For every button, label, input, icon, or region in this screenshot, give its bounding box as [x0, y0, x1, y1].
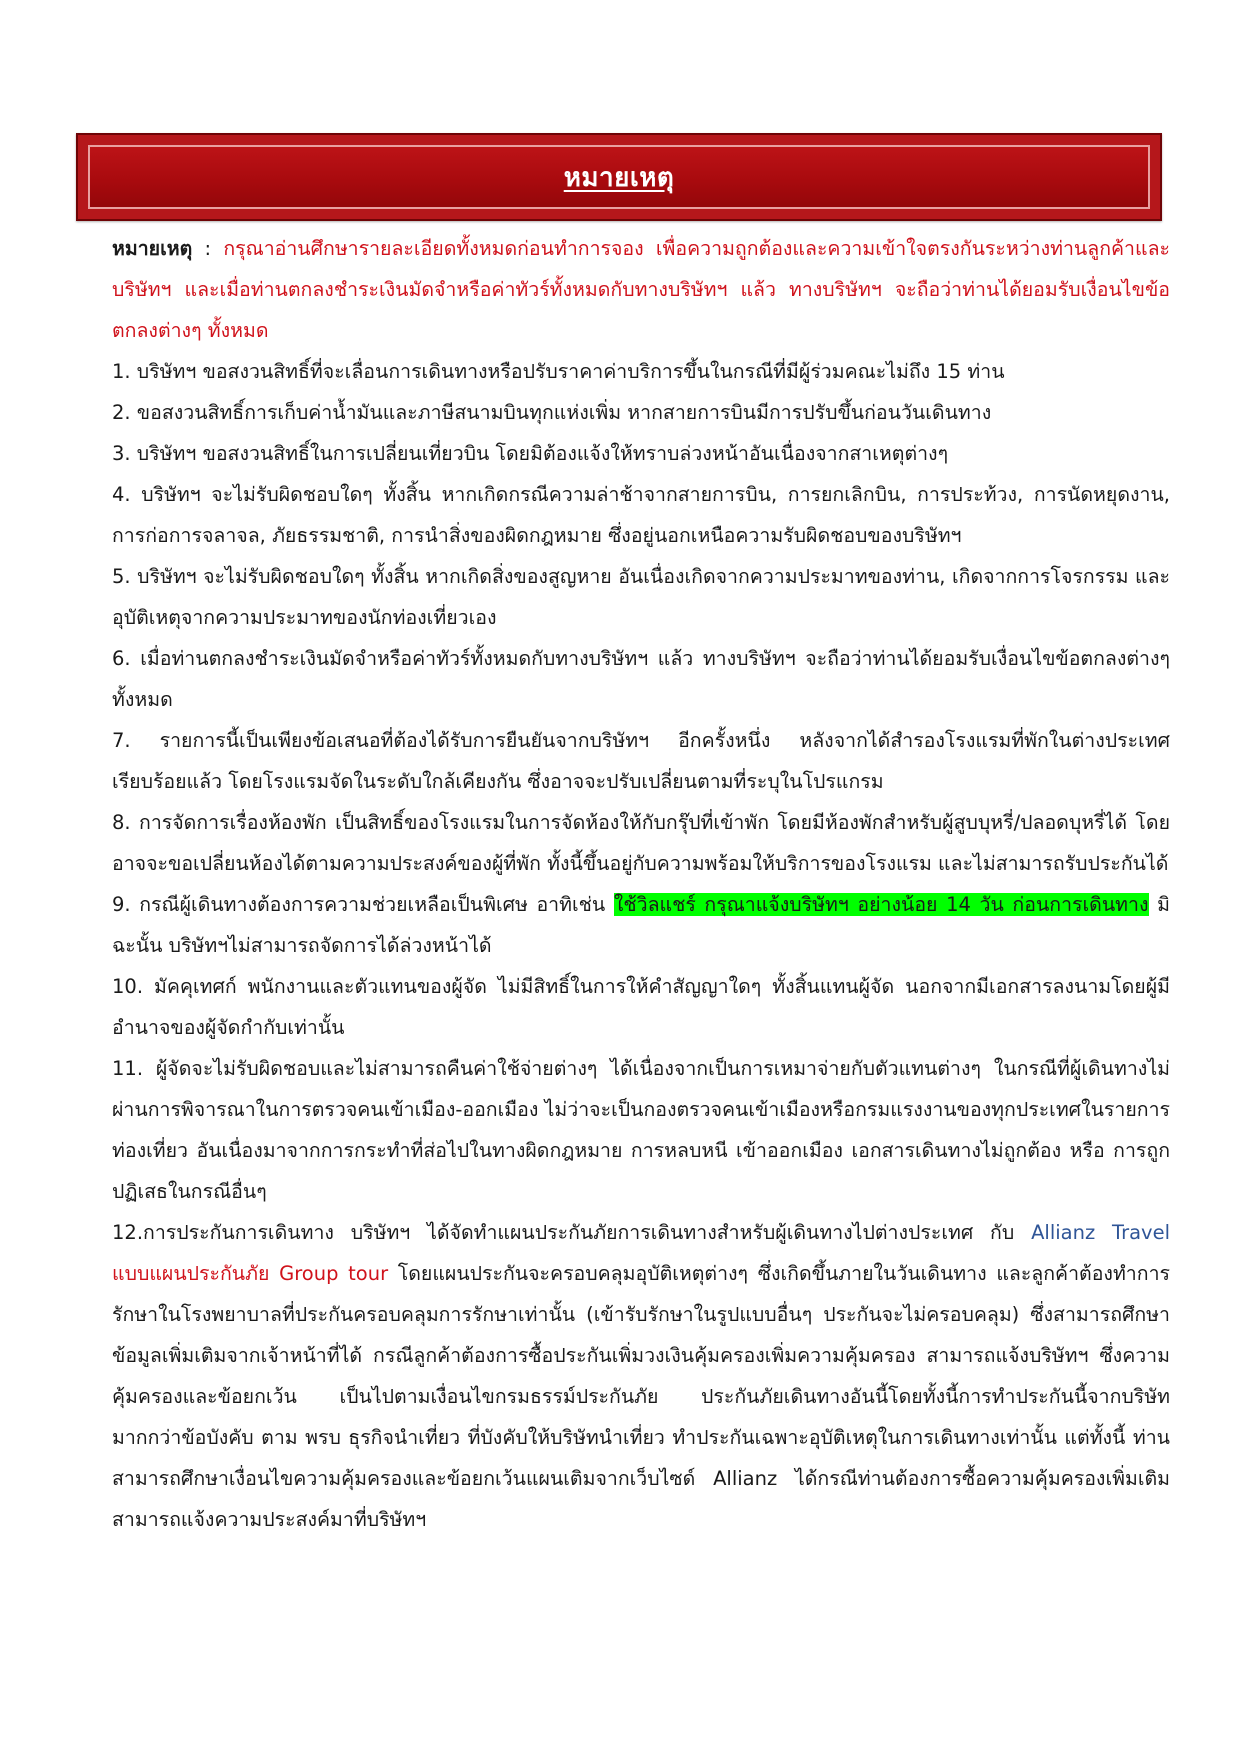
- note-item-8: 8. การจัดการเรื่องห้องพัก เป็นสิทธิ์ของโรงแรมในการจัดห้องให้กับกรุ๊ปที่เข้าพัก โดยมีห้องพักสำหรับผู้สูบบุหรี่/ปลอดบุหรี่ได้ โดยอาจจะขอเปลี่ยนห้องได้ตามความประสงค์ของผู้ที่พัก ทั้งนี้ขึ้นอยู่กับความพร้อมให้บริการของโรงแรม และไม่สามารถรับประกันได้: [112, 811, 1170, 875]
- intro-text: กรุณาอ่านศึกษารายละเอียดทั้งหมดก่อนทำการจอง เพื่อความถูกต้องและความเข้าใจตรงกันระหว่างท่านลูกค้าและบริษัทฯ และเมื่อท่านตกลงชำระเงินมัดจำหรือค่าทัวร์ทั้งหมดกับทางบริษัทฯ แล้ว ทางบริษัทฯ จะถือว่าท่านได้ยอมรับเงื่อนไขข้อตกลงต่างๆ ทั้งหมด: [112, 237, 1171, 342]
- note-item-2: 2. ขอสงวนสิทธิ์การเก็บค่าน้ำมันและภาษีสนามบินทุกแห่งเพิ่ม หากสายการบินมีการปรับขึ้นก่อนวันเดินทาง: [112, 401, 992, 424]
- note-item-12-start: 12.การประกันการเดินทาง บริษัทฯ ได้จัดทำแผนประกันภัยการเดินทางสำหรับผู้เดินทางไปต่างประเทศ กับ: [112, 1221, 1032, 1244]
- allianz-travel-text: Allianz Travel: [1031, 1221, 1170, 1244]
- note-item-5: 5. บริษัทฯ จะไม่รับผิดชอบใดๆ ทั้งสิ้น หากเกิดสิ่งของสูญหาย อันเนื่องเกิดจากความประมาทของท่าน, เกิดจากการโจรกรรม และ อุบัติเหตุจากความประมาทของนักท่องเที่ยวเอง: [112, 565, 1170, 629]
- intro-paragraph: [112, 228, 1170, 351]
- note-item-4: 4. บริษัทฯ จะไม่รับผิดชอบใดๆ ทั้งสิ้น หากเกิดกรณีความล่าช้าจากสายการบิน, การยกเลิกบิน, การประท้วง, การนัดหยุดงาน, การก่อการจลาจล, ภัยธรรมชาติ, การนำสิ่งของผิดกฎหมาย ซึ่งอยู่นอกเหนือความรับผิดชอบของบริษัทฯ: [112, 483, 1170, 547]
- notice-content: [112, 228, 1170, 1540]
- intro-label: หมายเหตุ: [112, 237, 193, 260]
- note-item-7: 7. รายการนี้เป็นเพียงข้อเสนอที่ต้องได้รับการยืนยันจากบริษัทฯ อีกครั้งหนึ่ง หลังจากได้สำรองโรงแรมที่พักในต่างประเทศเรียบร้อยแล้ว โดยโรงแรมจัดในระดับใกล้เคียงกัน ซึ่งอาจจะปรับเปลี่ยนตามที่ระบุในโปรแกรม: [112, 729, 1170, 793]
- notice-banner: [76, 133, 1162, 221]
- group-tour-plan-text: แบบแผนประกันภัย Group tour: [112, 1262, 389, 1285]
- banner-title: หมายเหตุ: [563, 162, 675, 193]
- note-item-9-end: มิฉะนั้น บริษัทฯไม่สามารถจัดการได้ล่วงหน้าได้: [112, 893, 1170, 957]
- note-item-10: 10. มัคคุเทศก์ พนักงานและตัวแทนของผู้จัด ไม่มีสิทธิ์ในการให้คำสัญญาใดๆ ทั้งสิ้นแทนผู้จัด นอกจากมีเอกสารลงนามโดยผู้มีอำนาจของผู้จัดกำกับเท่านั้น: [112, 975, 1170, 1039]
- note-item-9-start: 9. กรณีผู้เดินทางต้องการความช่วยเหลือเป็นพิเศษ อาทิเช่น: [112, 893, 614, 916]
- note-item-12: [112, 1212, 1170, 1540]
- note-item-12-end: โดยแผนประกันจะครอบคลุมอุบัติเหตุต่างๆ ซึ่งเกิดขึ้นภายในวันเดินทาง และลูกค้าต้องทำการรักษาในโรงพยาบาลที่ประกันครอบคลุมการรักษาเท่านั้น (เข้ารับรักษาในรูปแบบอื่นๆ ประกันจะไม่ครอบคลุม) ซึ่งสามารถศึกษาข้อมูลเพิ่มเติมจากเจ้าหน้าที่ได้ กรณีลูกค้าต้องการซื้อประกันเพิ่มวงเงินคุ้มครองเพิ่มความคุ้มครอง สามารถแจ้งบริษัทฯ ซึ่งความคุ้มครองและข้อยกเว้น เป็นไปตามเงื่อนไขกรมธรรม์ประกันภัย ประกันภัยเดินทางอันนี้โดยทั้งนี้การทำประกันนี้จากบริษัท มากกว่าข้อบังคับ ตาม พรบ ธุรกิจนำเที่ยว ที่บังคับให้บริษัทนำเที่ยว ทำประกันเฉพาะอุบัติเหตุในการเดินทางเท่านั้น แต่ทั้งนี้ ท่านสามารถศึกษาเงื่อนไขความคุ้มครองและข้อยกเว้นแผนเติมจากเว็บไซด์ Allianz ได้กรณีท่านต้องการซื้อความคุ้มครองเพิ่มเติมสามารถแจ้งความประสงค์มาที่บริษัทฯ: [112, 1262, 1170, 1531]
- note-item-3: 3. บริษัทฯ ขอสงวนสิทธิ์ในการเปลี่ยนเที่ยวบิน โดยมิต้องแจ้งให้ทราบล่วงหน้าอันเนื่องจากสาเหตุต่างๆ: [112, 442, 949, 465]
- note-item-6: 6. เมื่อท่านตกลงชำระเงินมัดจำหรือค่าทัวร์ทั้งหมดกับทางบริษัทฯ แล้ว ทางบริษัทฯ จะถือว่าท่านได้ยอมรับเงื่อนไขข้อตกลงต่างๆ ทั้งหมด: [112, 647, 1170, 711]
- note-item-9: [112, 884, 1170, 966]
- wheelchair-highlight: ใช้วิลแชร์ กรุณาแจ้งบริษัทฯ อย่างน้อย 14 วัน ก่อนการเดินทาง: [613, 893, 1149, 916]
- note-item-1: 1. บริษัทฯ ขอสงวนสิทธิ์ที่จะเลื่อนการเดินทางหรือปรับราคาค่าบริการขึ้นในกรณีที่มีผู้ร่วมคณะไม่ถึง 15 ท่าน: [112, 360, 1005, 383]
- note-item-11: 11. ผู้จัดจะไม่รับผิดชอบและไม่สามารถคืนค่าใช้จ่ายต่างๆ ได้เนื่องจากเป็นการเหมาจ่ายกับตัวแทนต่างๆ ในกรณีที่ผู้เดินทางไม่ผ่านการพิจารณาในการตรวจคนเข้าเมือง-ออกเมือง ไม่ว่าจะเป็นกองตรวจคนเข้าเมืองหรือกรมแรงงานของทุกประเทศในรายการท่องเที่ยว อันเนื่องมาจากการกระทำที่ส่อไปในทางผิดกฎหมาย การหลบหนี เข้าออกเมือง เอกสารเดินทางไม่ถูกต้อง หรือ การถูกปฏิเสธในกรณีอื่นๆ: [112, 1057, 1170, 1203]
- intro-separator: :: [192, 237, 224, 260]
